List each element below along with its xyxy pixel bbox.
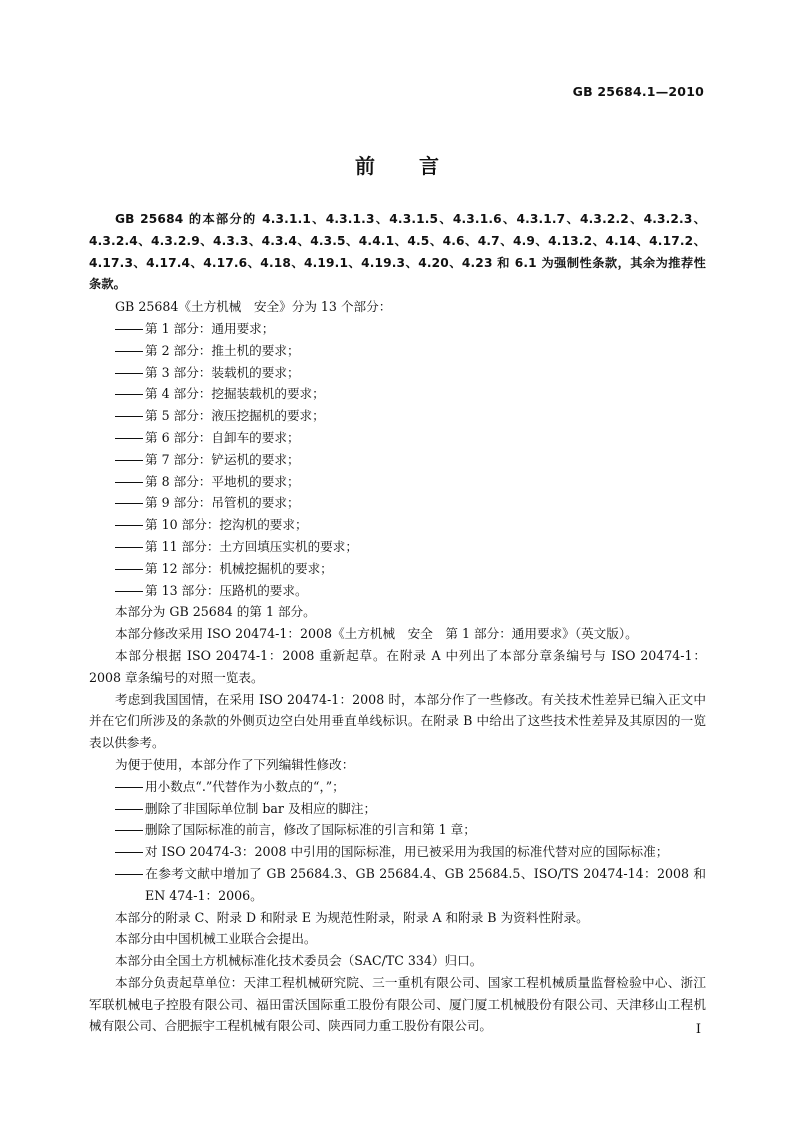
list-item-text: 第 12 部分：机械挖掘机的要求； — [145, 560, 333, 576]
page-title-char-2: 言 — [419, 154, 439, 178]
list-item-text: 第 10 部分：挖沟机的要求； — [145, 517, 308, 533]
dash-icon — [115, 580, 145, 602]
list-item — [89, 405, 706, 427]
list-item — [89, 514, 706, 536]
list-item — [89, 492, 706, 514]
list-item — [89, 558, 706, 580]
list-item-text: 第 6 部分：自卸车的要求； — [145, 429, 300, 445]
editorial-intro-paragraph: 为便于使用，本部分作了下列编辑性修改： — [115, 756, 355, 772]
proposer-paragraph: 本部分由中国机械工业联合会提出。 — [115, 931, 317, 947]
list-item-text: 对 ISO 20474-3：2008 中引用的国际标准，用已被采用为我国的标准代替对应的国际标准； — [145, 844, 669, 860]
technical-differences-paragraph: 考虑到我国国情，在采用 ISO 20474-1：2008 时，本部分作了一些修改。有关技术性差异已编入正文中并在它们所涉及的条款的外侧页边空白处用垂直单线标识。在附录 B 中给出了这些技术性差异及其原因的一览表以供参考。 — [89, 691, 706, 751]
list-item — [89, 863, 706, 907]
redrafting-paragraph: 本部分根据 ISO 20474-1：2008 重新起草。在附录 A 中列出了本部分章条编号与 ISO 20474-1：2008 章条编号的对照一览表。 — [89, 647, 706, 685]
list-item-text: 第 11 部分：土方回填压实机的要求； — [145, 538, 358, 554]
page-number: I — [695, 1022, 701, 1037]
list-item-text: 用小数点“.”代替作为小数点的“，”； — [145, 778, 345, 794]
list-item-text: 删除了非国际单位制 bar 及相应的脚注； — [145, 800, 377, 816]
dash-icon — [115, 536, 145, 558]
dash-icon — [115, 383, 145, 405]
list-item — [89, 427, 706, 449]
list-item — [89, 318, 706, 340]
list-item-text: 第 9 部分：吊管机的要求； — [145, 495, 300, 511]
drafting-units-paragraph: 本部分负责起草单位：天津工程机械研究院、三一重机有限公司、国家工程机械质量监督检验中心、浙江军联机械电子控股有限公司、福田雷沃国际重工股份有限公司、厦门厦工机械股份有限公司、天津移山工程机械有限公司、合肥振宇工程机械有限公司、陕西同力重工股份有限公司。 — [89, 974, 706, 1034]
list-item-text: 在参考文献中增加了 GB 25684.3、GB 25684.4、GB 25684.5、ISO/TS 20474-14：2008 和 EN 474-1：2006。 — [145, 865, 706, 903]
page-title — [0, 150, 794, 179]
dash-icon — [115, 841, 145, 863]
list-item — [89, 819, 706, 841]
dash-icon — [115, 427, 145, 449]
page-title-char-1: 前 — [355, 154, 375, 178]
part-number-paragraph: 本部分为 GB 25684 的第 1 部分。 — [115, 604, 316, 620]
list-item-text: 第 4 部分：挖掘装载机的要求； — [145, 386, 325, 402]
list-item — [89, 383, 706, 405]
dash-icon — [115, 798, 145, 820]
standard-number-header: GB 25684.1—2010 — [572, 84, 704, 99]
dash-icon — [115, 776, 145, 798]
list-item-text: 第 5 部分：液压挖掘机的要求； — [145, 408, 325, 424]
committee-paragraph: 本部分由全国土方机械标准化技术委员会（SAC/TC 334）归口。 — [115, 953, 483, 969]
list-item-text: 第 2 部分：推土机的要求； — [145, 342, 300, 358]
dash-icon — [115, 819, 145, 841]
dash-icon — [115, 863, 145, 885]
list-item — [89, 580, 706, 602]
dash-icon — [115, 558, 145, 580]
list-item — [89, 449, 706, 471]
list-item — [89, 798, 706, 820]
mandatory-clauses-paragraph: GB 25684 的本部分的 4.3.1.1、4.3.1.3、4.3.1.5、4.3.1.6、4.3.1.7、4.3.2.2、4.3.2.3、4.3.2.4、4.3.2.9、4.3.3、4.3.4、4.3.5、4.4.1、4.5、4.6、4.7、4.9、4.13.2、4.14、4.17.2、4.17.3、4.17.4、4.17.6、4.18、4.19.1、4.19.3、4.20、4.23 和 6.1 为强制性条款，其余为推荐性条款。 — [89, 212, 706, 292]
dash-icon — [115, 405, 145, 427]
dash-icon — [115, 492, 145, 514]
list-item — [89, 471, 706, 493]
dash-icon — [115, 514, 145, 536]
list-item — [89, 340, 706, 362]
dash-icon — [115, 318, 145, 340]
list-item-text: 第 8 部分：平地机的要求； — [145, 473, 300, 489]
list-item — [89, 362, 706, 384]
list-item — [89, 841, 706, 863]
list-item-text: 第 1 部分：通用要求； — [145, 320, 275, 336]
list-item-text: 第 7 部分：铲运机的要求； — [145, 451, 300, 467]
dash-icon — [115, 449, 145, 471]
list-item — [89, 776, 706, 798]
adoption-paragraph: 本部分修改采用 ISO 20474-1：2008《土方机械 安全 第 1 部分：通用要求》（英文版）。 — [115, 626, 638, 642]
dash-icon — [115, 362, 145, 384]
list-item-text: 第 13 部分：压路机的要求。 — [145, 582, 308, 598]
list-item — [89, 536, 706, 558]
parts-intro-paragraph: GB 25684《土方机械 安全》分为 13 个部分： — [115, 299, 392, 315]
dash-icon — [115, 340, 145, 362]
editorial-changes-list — [89, 776, 706, 907]
parts-list — [89, 318, 706, 601]
foreword-body — [89, 209, 706, 1037]
annexes-paragraph: 本部分的附录 C、附录 D 和附录 E 为规范性附录，附录 A 和附录 B 为资料性附录。 — [115, 909, 589, 925]
dash-icon — [115, 471, 145, 493]
list-item-text: 删除了国际标准的前言，修改了国际标准的引言和第 1 章； — [145, 822, 476, 838]
list-item-text: 第 3 部分：装载机的要求； — [145, 364, 300, 380]
